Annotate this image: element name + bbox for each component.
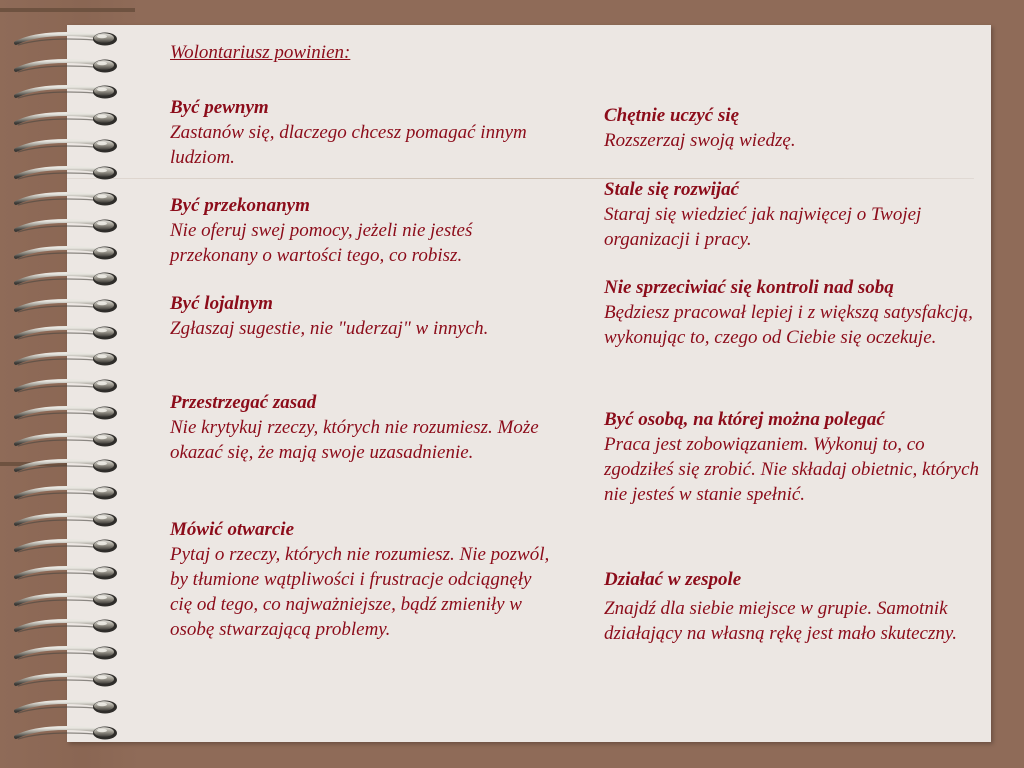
item-description: Pytaj o rzeczy, których nie rozumiesz. Nie pozwól, by tłumione wątpliwości i frustracje odciągnęły cię od tego, co najważniejsze, bądź zmieniły w osobę stwarzającą problemy. [170,544,550,640]
item-title: Działać w zespole [604,569,742,590]
list-item [170,517,550,642]
item-description: Nie oferuj swej pomocy, jeżeli nie jesteś przekonany o wartości tego, co robisz. [170,220,473,266]
binding-ring-icon [14,324,124,344]
item-title: Być pewnym [170,97,269,118]
binding-ring-icon [14,377,124,397]
list-item [170,95,550,170]
list-item [604,567,984,646]
binding-ring-icon [14,617,124,637]
binding-ring-icon [14,190,124,210]
item-description: Będziesz pracował lepiej i z większą satysfakcją, wykonując to, czego od Ciebie się oczekuje. [604,302,973,348]
binding-ring-icon [14,270,124,290]
list-item [604,177,984,252]
binding-ring-icon [14,244,124,264]
binding-ring-icon [14,724,124,744]
binding-ring-icon [14,671,124,691]
item-description: Zastanów się, dlaczego chcesz pomagać innym ludziom. [170,122,527,168]
page-heading: Wolontariusz powinien: [170,42,351,63]
binding-ring-icon [14,404,124,424]
item-description: Nie krytykuj rzeczy, których nie rozumiesz. Może okazać się, że mają swoje uzasadnienie. [170,417,539,463]
item-description: Zgłaszaj sugestie, nie "uderzaj" w innych. [170,318,489,339]
binding-ring-icon [14,484,124,504]
item-title: Chętnie uczyć się [604,105,740,126]
list-item [604,103,984,153]
binding-ring-icon [14,537,124,557]
binding-ring-icon [14,297,124,317]
binding-ring-icon [14,164,124,184]
list-item [170,390,550,465]
binding-ring-icon [14,698,124,718]
binding-ring-icon [14,644,124,664]
binding-ring-icon [14,457,124,477]
item-title: Mówić otwarcie [170,519,295,540]
list-item [170,193,550,268]
binding-ring-icon [14,217,124,237]
list-item [170,291,550,341]
binding-ring-icon [14,83,124,103]
item-description: Rozszerzaj swoją wiedzę. [604,130,796,151]
binding-ring-icon [14,564,124,584]
item-title: Być osobą, na której można polegać [604,409,885,430]
item-description: Staraj się wiedzieć jak najwięcej o Twojej organizacji i pracy. [604,204,922,250]
list-item [604,407,984,507]
item-description: Znajdź dla siebie miejsce w grupie. Samotnik działający na własną rękę jest mało skuteczny. [604,598,958,644]
binding-ring-icon [14,591,124,611]
binding-ring-icon [14,137,124,157]
binding-ring-icon [14,350,124,370]
item-title: Stale się rozwijać [604,179,740,200]
binding-ring-icon [14,511,124,531]
item-title: Być przekonanym [170,195,310,216]
spiral-binding-icon [14,30,124,750]
item-description: Praca jest zobowiązaniem. Wykonuj to, co zgodziłeś się zrobić. Nie składaj obietnic, których nie jesteś w stanie spełnić. [604,434,980,505]
binding-ring-icon [14,110,124,130]
binding-ring-icon [14,57,124,77]
item-title: Nie sprzeciwiać się kontroli nad sobą [604,277,894,298]
item-title: Być lojalnym [170,293,273,314]
item-title: Przestrzegać zasad [170,392,317,413]
binding-ring-icon [14,431,124,451]
list-item [604,275,984,350]
binding-ring-icon [14,30,124,50]
